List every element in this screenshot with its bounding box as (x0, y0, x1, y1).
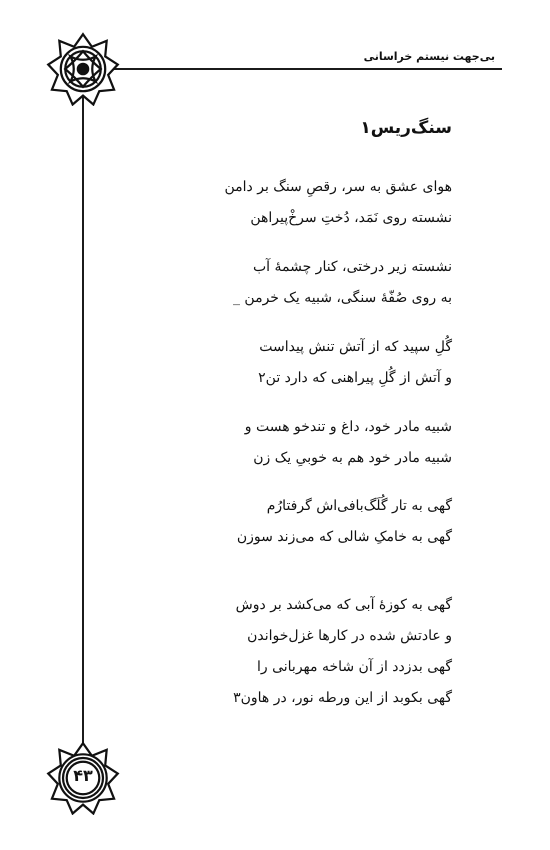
verse-line: نشسته روی نَمَد، دُختِ سرخْ‌پیراهن (250, 210, 452, 226)
stanza (233, 252, 452, 314)
verse-line: گهی بکوبد از این ورطه نور، در هاون۳ (233, 690, 452, 706)
verse-line: گهی به تار گُلَگ‌بافی‌اش گرفتارُم (266, 498, 452, 514)
page-number: ۴۳ (73, 766, 93, 785)
verse-line: و عادتش شده در کارها غزل‌خواندن (247, 628, 452, 644)
verse-line: و آتش از گُلِ پیراهنی که دارد تن۲ (258, 370, 452, 386)
stanza (245, 412, 452, 474)
verse-line: گهی به کوزهٔ آبی که می‌کشد بر دوش (235, 597, 452, 613)
stanza (258, 332, 452, 394)
stanza (225, 172, 453, 234)
verse-line: گهی به خامکِ شالی که می‌زند سوزن (236, 529, 452, 545)
poem-title: سنگ‌ریس۱ (360, 118, 452, 138)
verse-line: گُلِ سپید که از آتش تنش پیداست (259, 339, 452, 355)
verse-line: شبیه مادر خود، داغ و تندخو هست و (244, 419, 452, 435)
verse-line: هوای عشق به سر، رقصِ سنگ بر دامن (224, 179, 452, 195)
verse-line: به روی صُفّهٔ سنگی، شبیه یک خرمن _ (232, 290, 452, 306)
verse-line: شبیه مادر خود هم به خوبیِ یک زن (253, 450, 452, 466)
margin-rule (82, 70, 84, 770)
rosette-ornament-icon (46, 32, 120, 106)
stanza (237, 491, 452, 553)
verse-line: گهی بدزدد از آن شاخه مهربانی را (257, 659, 452, 675)
stanza (233, 590, 452, 714)
verse-line: نشسته زیر درختی، کنار چشمهٔ آب (252, 259, 452, 275)
running-header-book-title: بی‌جهت نیستم خراسانی (363, 50, 495, 63)
header-rule (82, 68, 502, 70)
